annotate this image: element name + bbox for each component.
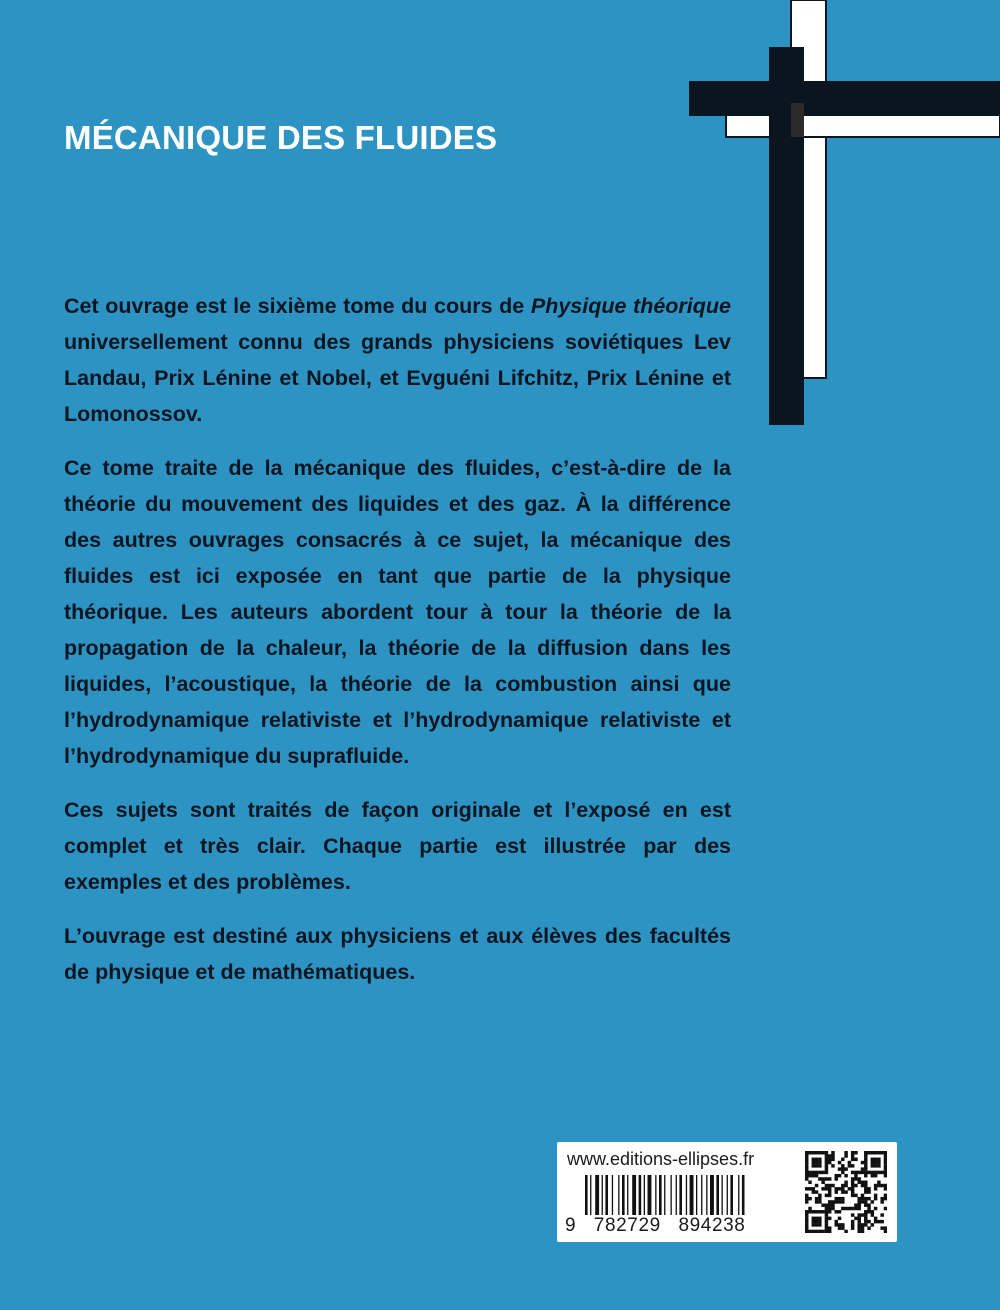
isbn-number: 9 782729 894238	[565, 1215, 746, 1236]
book-series-title: Physique théorique	[530, 294, 731, 318]
barcode-icon	[585, 1175, 785, 1215]
paragraph-4: L’ouvrage est destiné aux physiciens et aux élèves des facultés de physique et de mathématiques.	[64, 924, 731, 984]
paragraph-3: Ces sujets sont traités de façon originale et l’exposé en est complet et très clair. Chaque partie est illustrée par des exemples et des problèmes.	[64, 798, 731, 894]
paragraph-1-start: Cet ouvrage est le sixième tome du cours de	[64, 294, 531, 318]
barcode-label	[557, 1142, 897, 1242]
paragraph-1	[64, 288, 731, 432]
publisher-website: www.editions-ellipses.fr	[567, 1149, 755, 1169]
page-title: MÉCANIQUE DES FLUIDES	[64, 119, 498, 156]
paragraph-2: Ce tome traite de la mécanique des fluides, c’est-à-dire de la théorie du mouvement des liquides et des gaz. À la différence des autres ouvrages consacrés à ce sujet, la mécanique des fluides est ici exposée en tant que partie de la physique théorique. Les auteurs abordent tour à tour la théorie de la propagation de la chaleur, la théorie de la diffusion dans les liquides, l’acoustique, la théorie de la combustion ainsi que l’hydrodynamique relativiste et l’hydrodynamique relativiste et l’hydrodynamique du suprafluide.	[64, 456, 731, 768]
body-text	[64, 288, 731, 1008]
paragraph-1-end: universellement connu des grands physiciens soviétiques Lev Landau, Prix Lénine et Nobel, et Evguéni Lifchitz, Prix Lénine et Lomonossov.	[64, 330, 731, 426]
qr-code-icon	[805, 1151, 887, 1233]
